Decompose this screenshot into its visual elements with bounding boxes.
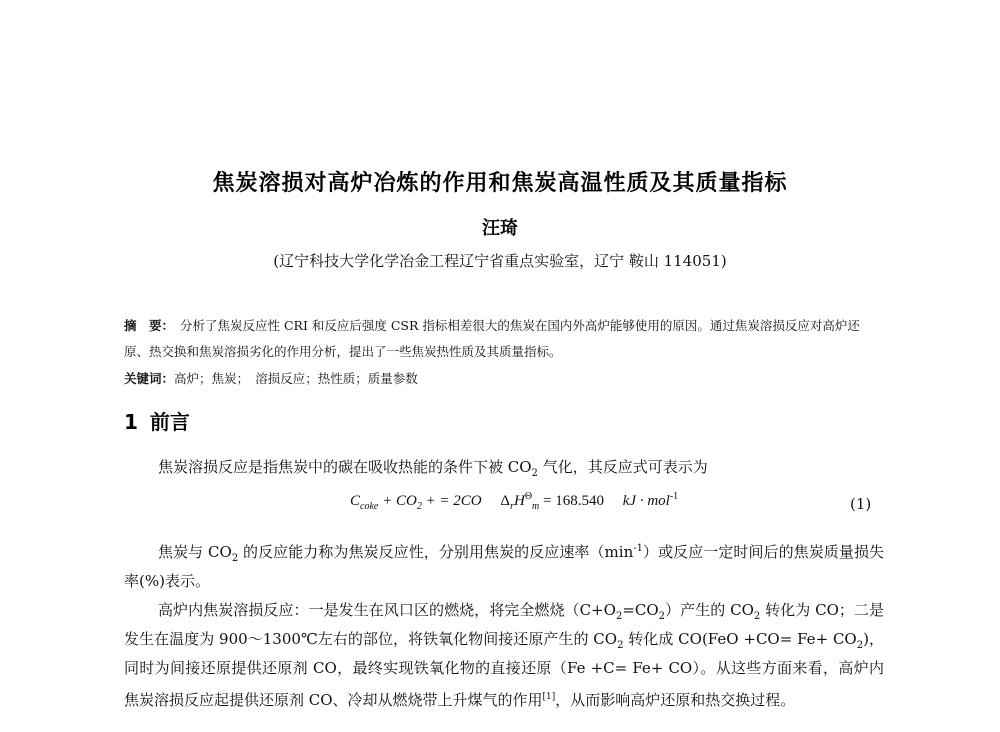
p2-sub: 2 xyxy=(231,553,239,564)
p1-sub: 2 xyxy=(531,468,538,479)
author-affiliation: (辽宁科技大学化学冶金工程辽宁省重点实验室，辽宁 鞍山 114051) xyxy=(273,252,727,270)
eq-m-sub: m xyxy=(532,501,540,512)
p2-sup: -1 xyxy=(633,543,643,554)
p3-text-f: )，同时为间接还原提供还原剂 CO，最终实现铁氧化物的直接还原（Fe +C= Fe+ CO）。从这些方面来看，高炉内焦炭溶损反应起提供还原剂 CO、冷却从燃烧带上升煤气的作用 xyxy=(124,630,884,709)
p3-sub-2: 2 xyxy=(658,611,666,622)
p3-sub-3: 2 xyxy=(753,611,761,622)
eq-plus-co: + CO xyxy=(378,493,417,509)
p2-text-b: 的反应能力称为焦炭反应性，分别用焦炭的反应速率（min xyxy=(238,543,634,561)
paragraph-2 xyxy=(124,538,884,596)
p3-text-c: ）产生的 CO xyxy=(665,601,754,619)
p3-sub-5: 2 xyxy=(856,640,864,651)
p1-text-b: 气化，其反应式可表示为 xyxy=(537,458,708,476)
abstract xyxy=(124,313,884,365)
eq-c-sub: coke xyxy=(360,501,379,512)
eq-rest: + = 2CO xyxy=(421,493,482,509)
section-title: 前言 xyxy=(149,410,190,434)
p3-text-d: 转化为 CO；二是发生在温度为 900～1300℃左右的部位，将铁氧化物间接还原产生的 CO xyxy=(124,601,885,648)
eq-delta: Δ xyxy=(500,493,511,509)
p3-text-a: 高炉内焦炭溶损反应：一是发生在风口区的燃烧，将完全燃烧（C+O xyxy=(158,601,616,619)
eq-r-sub: r xyxy=(510,501,514,512)
abstract-text: 分析了焦炭反应性 CRI 和反应后强度 CSR 指标相差很大的焦炭在国内外高炉能够使用的原因。通过焦炭溶损反应对高炉还原、热交换和焦炭溶损劣化的作用分析，提出了一些焦炭热性质及其质量指标。 xyxy=(124,318,860,359)
section-heading xyxy=(124,406,190,435)
paper-title: 焦炭溶损对高炉冶炼的作用和焦炭高温性质及其质量指标 xyxy=(212,171,788,196)
keywords-text: 高炉；焦炭； 溶损反应；热性质；质量参数 xyxy=(174,371,418,386)
keywords-label: 关键词： xyxy=(124,371,175,386)
paragraph-1 xyxy=(124,453,884,482)
eq-c: C xyxy=(350,493,361,509)
equation-1 xyxy=(350,493,750,510)
p1-text-a: 焦炭溶损反应是指焦炭中的碳在吸收热能的条件下被 CO xyxy=(158,458,532,476)
p3-sub-4: 2 xyxy=(617,640,624,651)
author-name: 汪琦 xyxy=(482,218,518,239)
p3-text-b: =CO xyxy=(622,601,659,619)
p2-text-a: 焦炭与 CO xyxy=(158,543,232,561)
eq-unit: kJ · mol xyxy=(622,493,670,509)
keywords xyxy=(124,369,884,387)
eq-h: H xyxy=(513,493,525,509)
citation-ref[interactable]: [1] xyxy=(542,692,556,702)
eq-value: = 168.540 xyxy=(539,493,604,509)
p3-text-g: ，从而影响高炉还原和热交换过程。 xyxy=(555,691,796,709)
eq-h-sup: Θ xyxy=(524,491,533,502)
p3-sub-1: 2 xyxy=(615,611,623,622)
paragraph-3 xyxy=(124,596,884,715)
section-number: 1 xyxy=(124,410,138,434)
abstract-label: 摘 要： xyxy=(124,318,175,333)
p3-text-e: 转化成 CO(FeO +CO= Fe+ CO xyxy=(623,630,857,648)
equation-number: (1) xyxy=(850,495,872,513)
p2-text-c: ）或反应一定时间后的焦炭质量损失率(%)表示。 xyxy=(124,543,885,590)
eq-unit-sup: -1 xyxy=(669,491,679,502)
eq-co-sub: 2 xyxy=(416,501,422,512)
